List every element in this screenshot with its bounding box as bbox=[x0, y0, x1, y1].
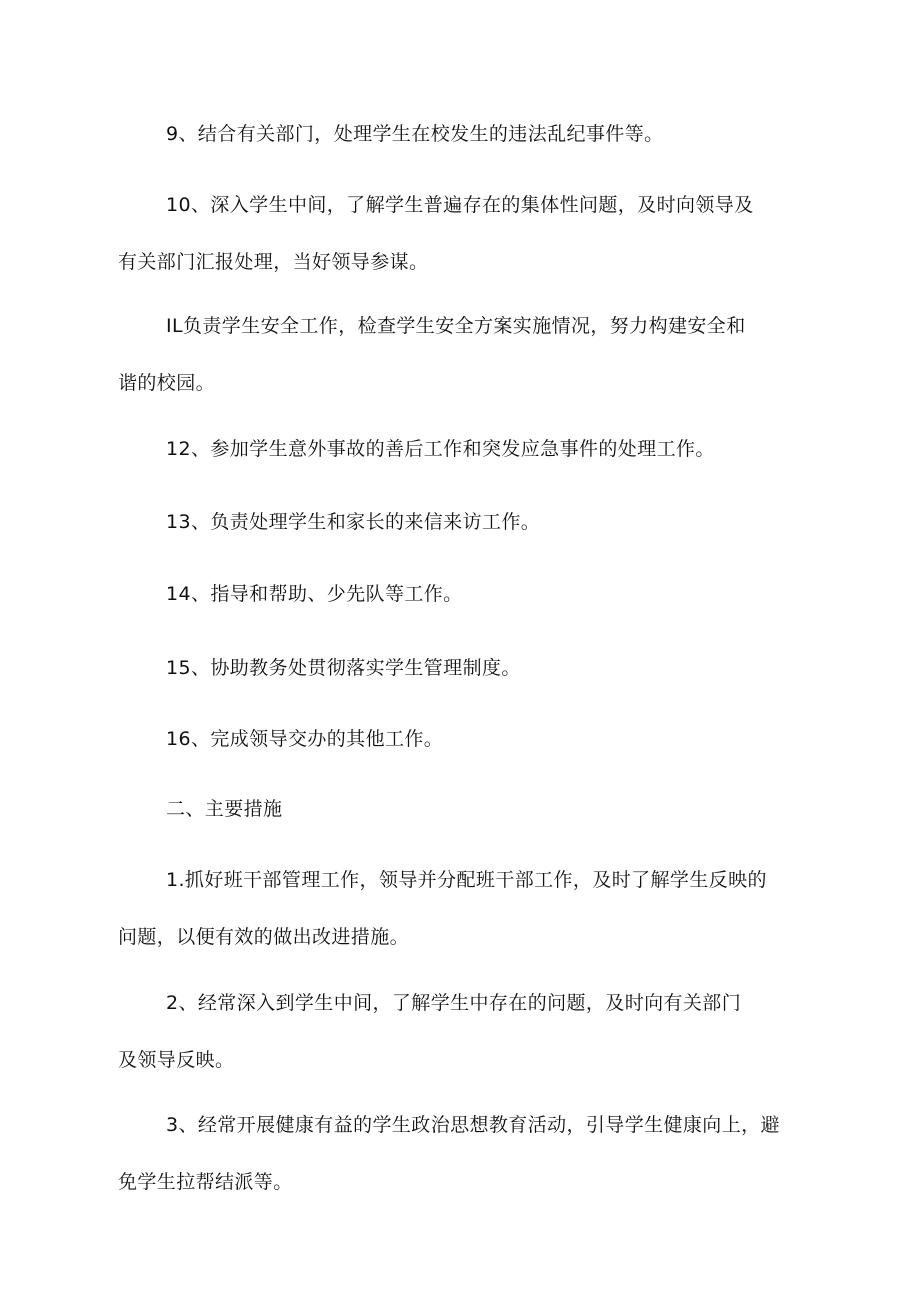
paragraph-continuation: 及领导反映。 bbox=[118, 1049, 235, 1071]
paragraph-line: 13、负责处理学生和家长的来信来访工作。 bbox=[166, 511, 541, 533]
section-heading-measures bbox=[166, 781, 796, 838]
paragraph-line: 16、完成领导交办的其他工作。 bbox=[166, 728, 444, 750]
paragraph-line: 15、协助教务处贯彻落实学生管理制度。 bbox=[166, 657, 521, 679]
paragraph-item-13 bbox=[166, 494, 796, 551]
paragraph-item-9 bbox=[166, 106, 796, 163]
paragraph-measure-2 bbox=[118, 975, 796, 1089]
paragraph-line: 2、经常深入到学生中间，了解学生中存在的问题，及时向有关部门 bbox=[166, 992, 742, 1014]
paragraph-continuation: 有关部门汇报处理，当好领导参谋。 bbox=[118, 251, 429, 273]
paragraph-item-10 bbox=[118, 177, 796, 291]
paragraph-item-14 bbox=[166, 566, 796, 623]
paragraph-continuation: 问题，以便有效的做出改进措施。 bbox=[118, 926, 410, 948]
paragraph-line: 3、经常开展健康有益的学生政治思想教育活动，引导学生健康向上，避 bbox=[166, 1114, 780, 1136]
paragraph-measure-3 bbox=[118, 1097, 796, 1211]
paragraph-line: 10、深入学生中间，了解学生普遍存在的集体性问题，及时向领导及 bbox=[166, 194, 754, 216]
paragraph-continuation: 免学生拉帮结派等。 bbox=[118, 1171, 293, 1193]
paragraph-item-15 bbox=[166, 640, 796, 697]
paragraph-item-16 bbox=[166, 711, 796, 768]
paragraph-item-12 bbox=[166, 421, 796, 478]
paragraph-item-11 bbox=[118, 298, 796, 412]
paragraph-line: IL负责学生安全工作，检查学生安全方案实施情况，努力构建安全和 bbox=[166, 315, 746, 337]
paragraph-line: 14、指导和帮助、少先队等工作。 bbox=[166, 583, 463, 605]
section-heading: 二、主要措施 bbox=[166, 798, 283, 820]
paragraph-continuation: 谐的校园。 bbox=[118, 372, 216, 394]
paragraph-measure-1 bbox=[118, 852, 796, 966]
paragraph-line: 9、结合有关部门，处理学生在校发生的违法乱纪事件等。 bbox=[166, 123, 664, 145]
paragraph-line: 1.抓好班干部管理工作，领导并分配班干部工作，及时了解学生反映的 bbox=[166, 869, 767, 891]
paragraph-line: 12、参加学生意外事故的善后工作和突发应急事件的处理工作。 bbox=[166, 438, 715, 460]
